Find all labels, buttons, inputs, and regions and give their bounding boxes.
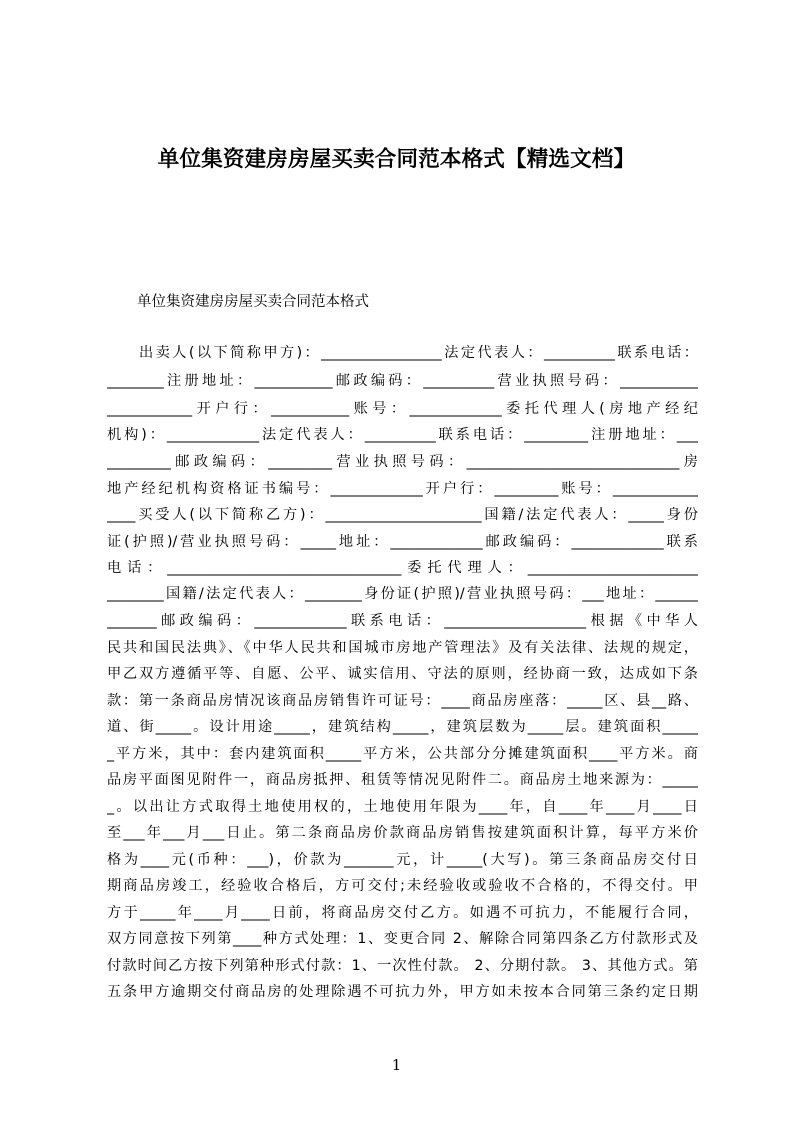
text-line: _平方米，其中：套内建筑面积_____平方米，公共部分分摊建筑面积____平方米。商 (107, 746, 698, 762)
text-line: 道、街_____。设计用途_____，建筑结构_____，建筑层数为_____层。建筑面积_____ (107, 719, 698, 735)
text-line: 机构)：_____________法定代表人：__________联系电话：_________注册地址：___ (107, 427, 698, 443)
text-line: ____买受人(以下简称乙方)：______________________国籍/法定代表人：_____身份 (107, 507, 698, 523)
text-line: 付款时间乙方按下列第种形式付款：1、一次性付款。 2、分期付款。 3、其他方式。第 (107, 958, 698, 974)
page-number: 1 (391, 1056, 402, 1074)
text-line: 至___年___月___日止。第二条商品房价款商品房销售按建筑面积计算，每平方米价 (107, 825, 698, 841)
text-line: ________注册地址：___________邮政编码：__________营业执照号码：___________ (107, 373, 698, 389)
text-line: 民共和国民法典》、《中华人民共和国城市房地产管理法》及有关法律、法规的规定， (107, 640, 698, 656)
text-line: 方于_____年____月____日前，将商品房交付乙方。如遇不可抗力，不能履行合同， (107, 905, 698, 921)
text-line: _______邮政编码：_____________联系电话：____________________根据《中华人 (107, 613, 698, 629)
text-line: 甲乙双方遵循平等、自愿、公平、诚实信用、守法的原则，经协商一致，达成如下条 (107, 666, 698, 682)
text-line: 证(护照)/营业执照号码：_____地址：_____________邮政编码：_____________联系 (107, 534, 698, 550)
text-line: 电话：_________________________________委托代理人：________________________ (107, 560, 698, 576)
text-line: _。以出让方式取得土地使用权的，土地使用年限为____年，自____年____月____日 (107, 799, 698, 815)
text-line: 期商品房竣工，经验收合格后，方可交付;未经验收或验收不合格的，不得交付。甲 (107, 878, 698, 894)
document-subtitle: 单位集资建房房屋买卖合同范本格式 (137, 294, 369, 310)
text-line: ____________开户行：___________账号：_____________委托代理人(房地产经纪 (107, 401, 698, 417)
text-line: _________邮政编码：_________营业执照号码：______________________________房 (107, 454, 698, 470)
text-line: 品房平面图见附件一，商品房抵押、租赁等情况见附件二。商品房土地来源为：_____ (107, 772, 698, 788)
text-line: 双方同意按下列第____种方式处理：1、变更合同 2、解除合同第四条乙方付款形式及 (107, 931, 698, 947)
text-line: 格为____元(币种：___)，价款为_______元，计_____(大写)。第三条商品房交付日 (107, 852, 698, 868)
text-line: 款：第一条商品房情况该商品房销售许可证号：____商品房座落：_____区、县__路、 (107, 693, 698, 709)
text-line: ________国籍/法定代表人：________身份证(护照)/营业执照号码：___地址：______ (107, 586, 698, 602)
text-line: 地产经纪机构资格证书编号：_____________开户行：_________账号：____________ (107, 481, 698, 497)
text-line: 五条甲方逾期交付商品房的处理除遇不可抗力外，甲方如未按本合同第三条约定日期 (107, 984, 698, 1000)
page-title: 单位集资建房房屋买卖合同范本格式【精选文档】 (157, 147, 636, 172)
text-line: 出卖人(以下简称甲方)：_________________法定代表人：__________联系电话： (139, 345, 698, 361)
